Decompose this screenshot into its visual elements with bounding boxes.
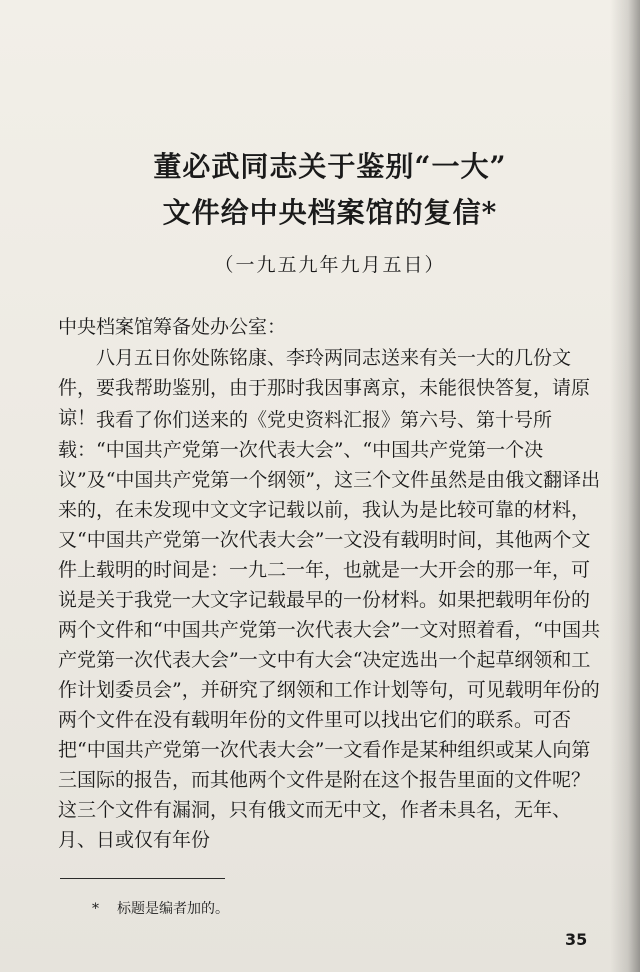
footnote-mark: *: [92, 901, 99, 917]
page-edge-shadow: [610, 0, 640, 972]
salutation: 中央档案馆筹备处办公室：: [58, 316, 287, 338]
footnote-divider: [60, 878, 225, 879]
paragraph-1: 八月五日你处陈铭康、李玲两同志送来有关一大的几份文件，要我帮助鉴别，由于那时我因事离京，未能很快答复，请原谅！: [58, 347, 591, 429]
footnote-text: 标题是编者加的。: [117, 901, 229, 917]
footnote: [92, 898, 229, 918]
title-line-2: 文件给中央档案馆的复信*: [162, 196, 498, 229]
page-number: 35: [565, 930, 588, 949]
paragraph-2: 我看了你们送来的《党史资料汇报》第六号、第十号所载：“中国共产党第一次代表大会”、“中国共产党第一个决议”及“中国共产党第一个纲领”，这三个文件虽然是由俄文翻译出来的，在未发现中文文字记载以前，我认为是比较可靠的材料，又“中国共产党第一次代表大会”一文没有载明时间，其他两个文件上载明的时间是：一九二一年，也就是一大开会的那一年，可说是关于我党一大文字记载最早的一份材料。如果把载明年份的两个文件和“中国共产党第一次代表大会”一文对照着看，“中国共产党第一次代表大会”一文中有大会“决定选出一个起草纲领和工作计划委员会”，并研究了纲领和工作计划等句，可见载明年份的两个文件在没有载明年份的文件里可以找出它们的联系。可否把“中国共产党第一次代表大会”一文看作是某种组织或某人向第三国际的报告，而其他两个文件是附在这个报告里面的文件呢？这三个文件有漏洞，只有俄文而无中文，作者未具名，无年、月、日或仅有年份: [58, 409, 601, 851]
document-date: （一九五九年九月五日）: [214, 254, 446, 276]
title-line-1: 董必武同志关于鉴别“一大”: [153, 150, 507, 183]
